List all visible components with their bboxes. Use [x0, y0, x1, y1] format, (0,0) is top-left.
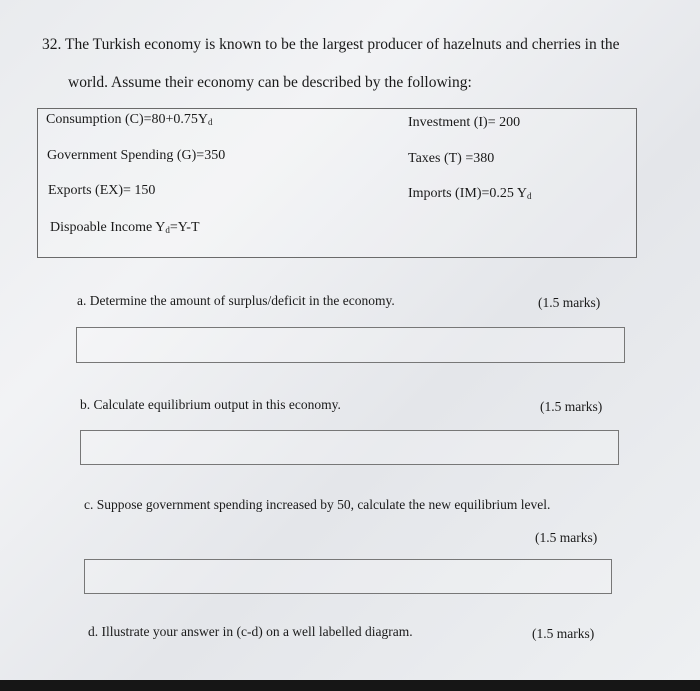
imports-function: Imports (IM)=0.25 $Y_d$	[408, 186, 532, 201]
government-spending-value: Government Spending (G)=350	[47, 148, 226, 163]
disposable-income-definition: Dispoable Income $Y_d=Y-T$	[50, 220, 200, 235]
part-b-marks: (1.5 marks)	[540, 399, 603, 414]
part-a-answer-box[interactable]	[76, 327, 625, 363]
question-intro: 32. The Turkish economy is known to be the largest producer of hazelnuts and cherries in the	[42, 36, 620, 53]
bottom-edge	[0, 680, 700, 691]
part-a-marks: (1.5 marks)	[538, 295, 601, 310]
taxes-value: Taxes (T) =380	[408, 151, 495, 166]
question-intro-cont: world. Assume their economy can be described by the following:	[68, 74, 472, 91]
part-a-question: a. Determine the amount of surplus/deficit in the economy.	[77, 293, 395, 308]
part-c-marks: (1.5 marks)	[535, 530, 598, 545]
part-d-marks: (1.5 marks)	[532, 626, 595, 641]
consumption-function: Consumption $(C)=80+0.75Y_d$	[46, 112, 213, 127]
part-c-question: c. Suppose government spending increased by 50, calculate the new equilibrium level.	[84, 497, 551, 512]
economy-info-box	[37, 108, 637, 258]
part-b-answer-box[interactable]	[80, 430, 619, 465]
part-b-question: b. Calculate equilibrium output in this economy.	[80, 397, 341, 412]
part-c-answer-box[interactable]	[84, 559, 612, 594]
investment-value: Investment (I)= 200	[408, 115, 521, 130]
part-d-question: d. Illustrate your answer in (c-d) on a well labelled diagram.	[88, 624, 413, 639]
exports-value: Exports (EX)= 150	[48, 183, 156, 198]
